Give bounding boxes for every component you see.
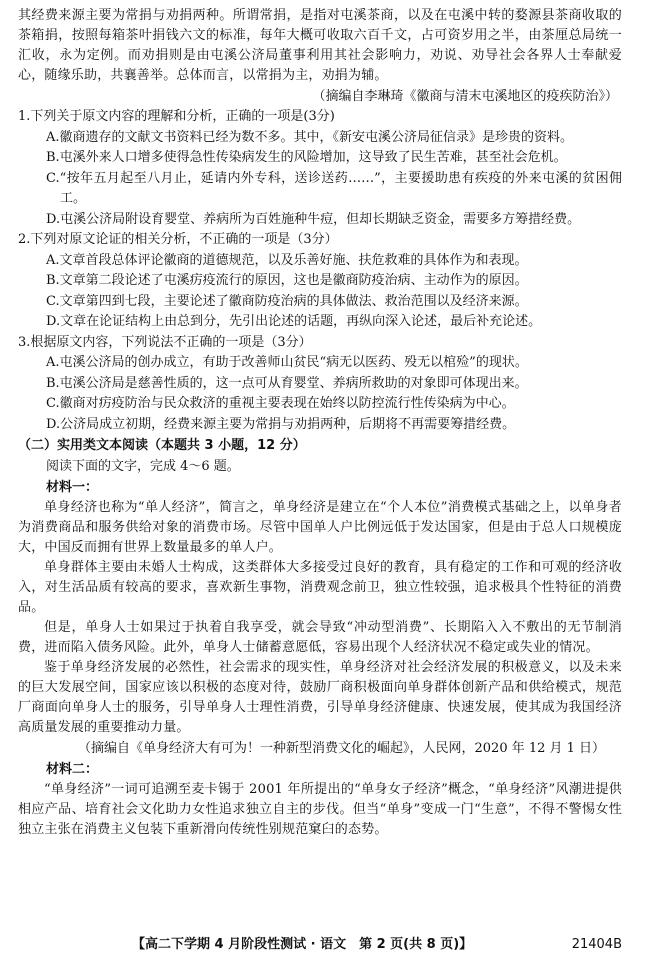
section-instruction: 阅读下面的文字，完成 4～6 题。 [46,459,240,474]
question-stem: 1.下列关于原文内容的理解和分析，正确的一项是(3分) [18,109,335,124]
page-footer [0,935,648,955]
question-stem: 3.根据原文内容，下列说法不正确的一项是（3分） [18,334,312,350]
question-3 [18,333,622,436]
option-c: C.文章第四到七段，主要论述了徽商防疫治病的具体做法、救治范围以及经济来源。 [46,293,528,309]
material-1-paragraph: 单身经济也称为“单人经济”，简言之，单身经济是建立在“个人本位”消费模式基础之上，以单身者为消费商品和服务供给对象的消费市场。尽管中国单人户比例远低于发达国家，但是由于总人口规模庞大，中国反而拥有世界上数量最多的单人户。 [18,500,622,555]
passage-ending-paragraph: 其经费来源主要为常捐与劝捐两种。所谓常捐，是指对屯溪茶商，以及在屯溪中转的婺源县茶商收取的茶箱捐，按照每箱茶叶捐钱六文的标准，每年大概可收取六百千文，占可资岁用之半，由茶厘总局统一汇收，永为定例。而劝捐则是由屯溪公济局董事利用其社会影响力，劝说、劝导社会各界人士奉献爱心，随缘乐助，共襄善举。总体而言，以常捐为主，劝捐为辅。 [18,8,622,83]
option-b: B.文章第二段论述了屯溪疠疫流行的原因，这也是徽商防疫治病、主动作为的原因。 [46,273,528,288]
option-c: C.徽商对疠疫防治与民众救济的重视主要表现在始终以防控流行性传染病为中心。 [46,396,515,411]
question-2 [18,230,622,333]
question-1 [18,107,622,230]
footer-title: 【高二下学期 4 月阶段性测试 · 语文 第 2 页(共 8 页)】 [132,937,473,952]
material-1-paragraph: 单身群体主要由未婚人士构成，这类群体大多接受过良好的教育，具有稳定的工作和可观的经济收入，对生活品质有较高的要求，喜欢新生事物，消费观念前卫，独立性较强，追求极具个性特征的消费品。 [18,560,622,615]
option-d: D.公济局成立初期，经费来源主要为常捐与劝捐两种，后期将不再需要筹措经费。 [46,416,516,432]
option-a: A.文章首段总体评论徽商的道德规范，以及乐善好施、扶危救难的具体作为和表现。 [46,252,528,268]
material-2-label: 材料二： [46,762,99,777]
option-c: C.“按年五月起至八月止，延请内外专科，送诊送药……”，主要援助患有疾疫的外来屯溪的贫困佣工。 [46,170,622,206]
option-d: D.文章在论证结构上由总到分，先引出论述的话题，再纵向深入论述，最后补充论述。 [46,314,542,329]
option-b: B.屯溪公济局是慈善性质的，这一点可从育婴堂、养病所救助的对象即可体现出来。 [46,375,528,391]
option-a: A.屯溪公济局的创办成立，有助于改善师山贫民“病无以医药、殁无以棺殓”的现状。 [46,355,528,370]
material-1-paragraph: 但是，单身人士如果过于执着自我享受，就会导致“冲动型消费”、长期陷入入不敷出的无节制消费，进而陷入债务风险。此外，单身人士储蓄意愿低，容易出现个人经济状况不稳定或失业的情况。 [18,620,622,655]
source-citation-2: （摘编自《单身经济大有可为！一种新型消费文化的崛起》，人民网，2020 年 12 月 1 日） [78,741,606,756]
footer-code: 21404B [571,937,622,952]
question-stem: 2.下列对原文论证的相关分析，不正确的一项是（3分） [18,232,338,247]
option-b: B.屯溪外来人口增多使得急性传染病发生的风险增加，这导致了民生苦难，甚至社会危机。 [46,150,567,165]
option-d: D.屯溪公济局附设育婴堂、养病所为百姓施种牛痘，但却长期缺乏资金，需要多方筹措经费。 [46,211,581,227]
source-citation-1: （摘编自李琳琦《徽商与清末屯溪地区的疫疾防治》） [312,89,618,104]
material-1-label: 材料一： [46,480,99,495]
option-a: A.徽商遗存的文献文书资料已经为数不多。其中，《新安屯溪公济局征信录》是珍贵的资料。 [46,129,574,145]
material-2-paragraph: “单身经济”一词可追溯至麦卡锡于 2001 年所提出的“单身女子经济”概念，“单身经济”风潮进提供相应产品、培育社会文化助力女性追求独立自主的步伐。但当“单身”变成一门“生意”，不得不警惕女性独立主张在消费主义包装下重新滑向传统性别规范窠臼的态势。 [18,782,622,837]
material-1-paragraph: 鉴于单身经济发展的必然性，社会需求的现实性，单身经济对社会经济发展的积极意义，以及未来的巨大发展空间，国家应该以积极的态度对待，鼓励厂商积极面向单身群体创新产品和供给模式，规范厂商面向单身人士的服务，引导单身人士理性消费，引导单身经济健康、快速发展，使其成为我国经济高质量发展的重要推动力量。 [18,660,622,735]
section-heading: （二）实用类文本阅读（本题共 3 小题，12 分） [18,438,306,453]
